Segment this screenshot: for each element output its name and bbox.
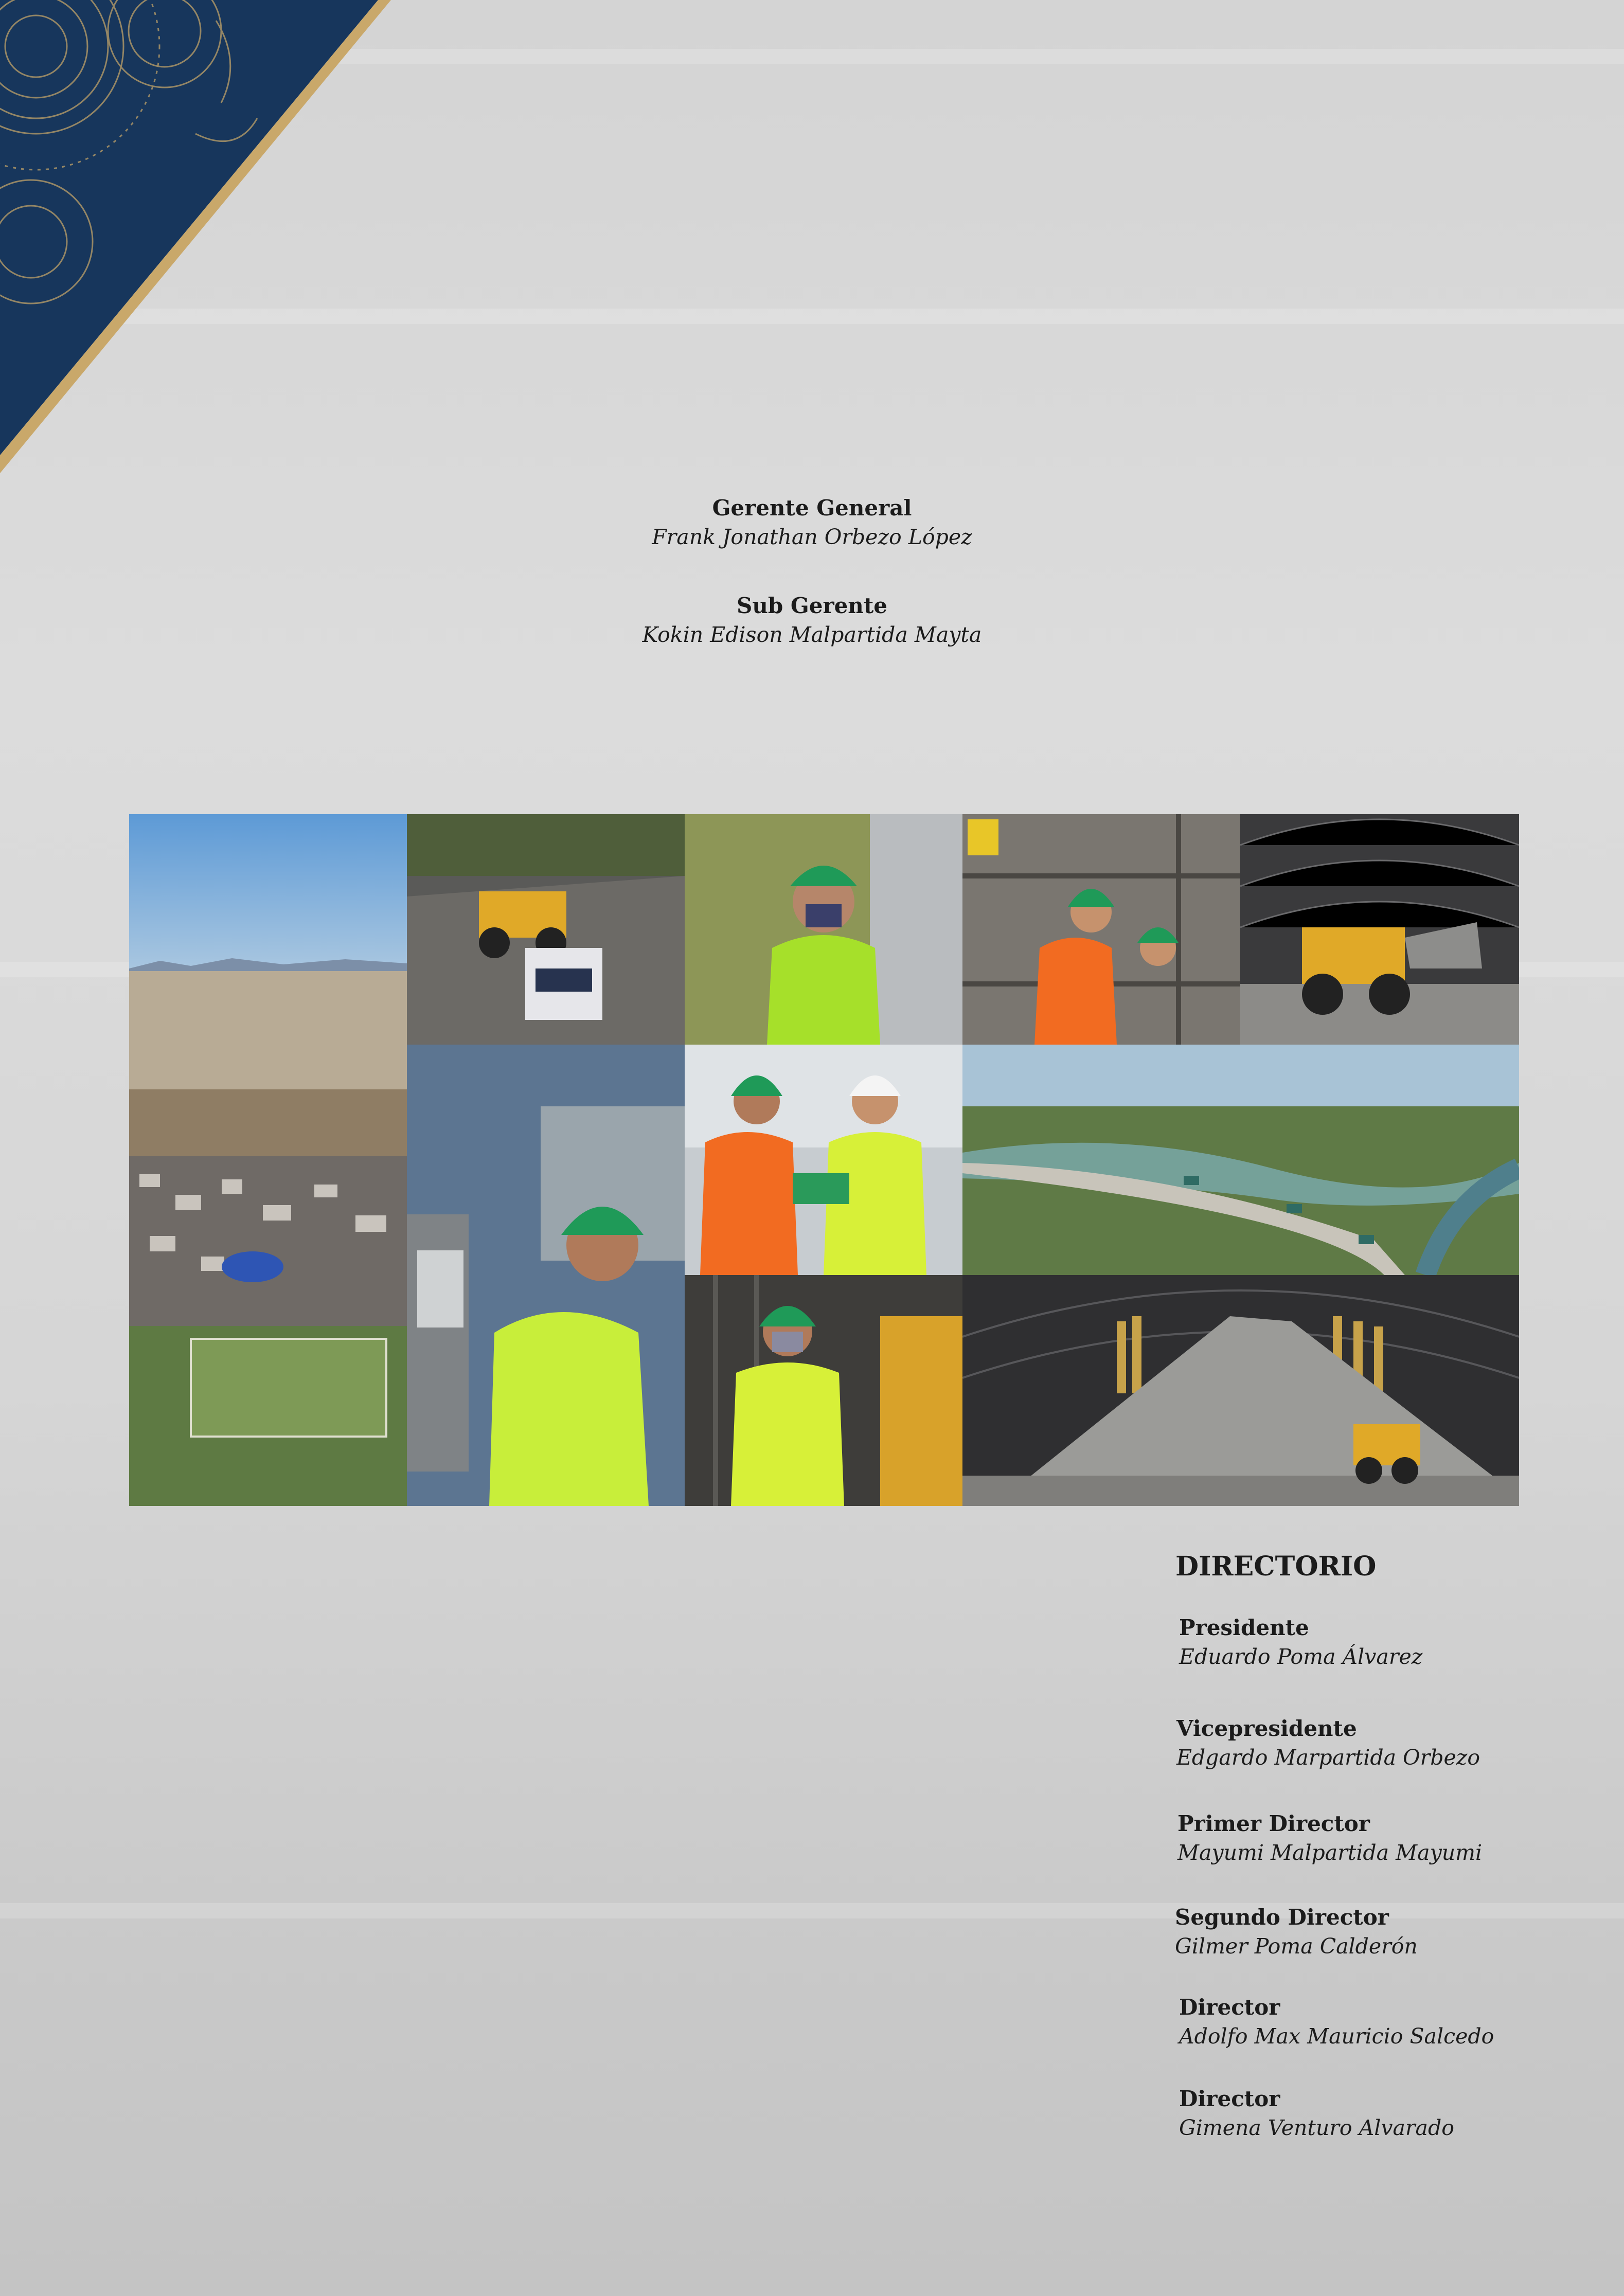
member-name: Edgardo Marpartida Orbezo [1176,1745,1480,1770]
general-manager-block [0,494,1624,551]
member-role: Primer Director [1177,1811,1370,1836]
sub-manager-role: Sub Gerente [737,593,887,618]
member-role: Presidente [1179,1615,1309,1640]
sub-manager-name: Kokin Edison Malpartida Mayta [642,622,982,647]
decorative-corner-ornament [0,0,391,473]
general-manager-role: Gerente General [712,495,912,521]
directory-member [1179,2085,1454,2142]
member-name: Eduardo Poma Álvarez [1179,1644,1423,1669]
workers-valves-photo [962,814,1240,1045]
general-manager-name: Frank Jonathan Orbezo López [652,525,972,549]
river-trucks-photo [962,1045,1519,1275]
concentrate-pile-photo [962,1275,1519,1506]
worker-respirator-photo [685,814,962,1045]
workers-reading-photo [685,1045,962,1275]
directory-member [1177,1809,1482,1867]
member-name: Mayumi Malpartida Mayumi [1177,1840,1483,1865]
member-name: Adolfo Max Mauricio Salcedo [1179,2024,1494,2049]
electrician-photo [407,1045,685,1506]
member-role: Vicepresidente [1176,1716,1357,1741]
photo-mosaic [129,814,1519,1506]
loader-truck-photo [407,814,685,1045]
member-role: Director [1179,1995,1280,2020]
sub-manager-block [0,591,1624,649]
town-aerial-photo [129,814,407,1506]
member-name: Gimena Venturo Alvarado [1179,2115,1454,2140]
member-role: Segundo Director [1175,1905,1389,1930]
directory-member [1176,1714,1480,1772]
loader-warehouse-photo [1240,814,1519,1045]
worker-plant-photo [685,1275,962,1506]
member-name: Gilmer Poma Calderón [1175,1934,1418,1959]
member-role: Director [1179,2086,1280,2111]
directory-member [1175,1903,1418,1961]
directory-title: DIRECTORIO [1175,1551,1377,1582]
directory-member [1179,1613,1422,1671]
directory-member [1179,1993,1494,2051]
